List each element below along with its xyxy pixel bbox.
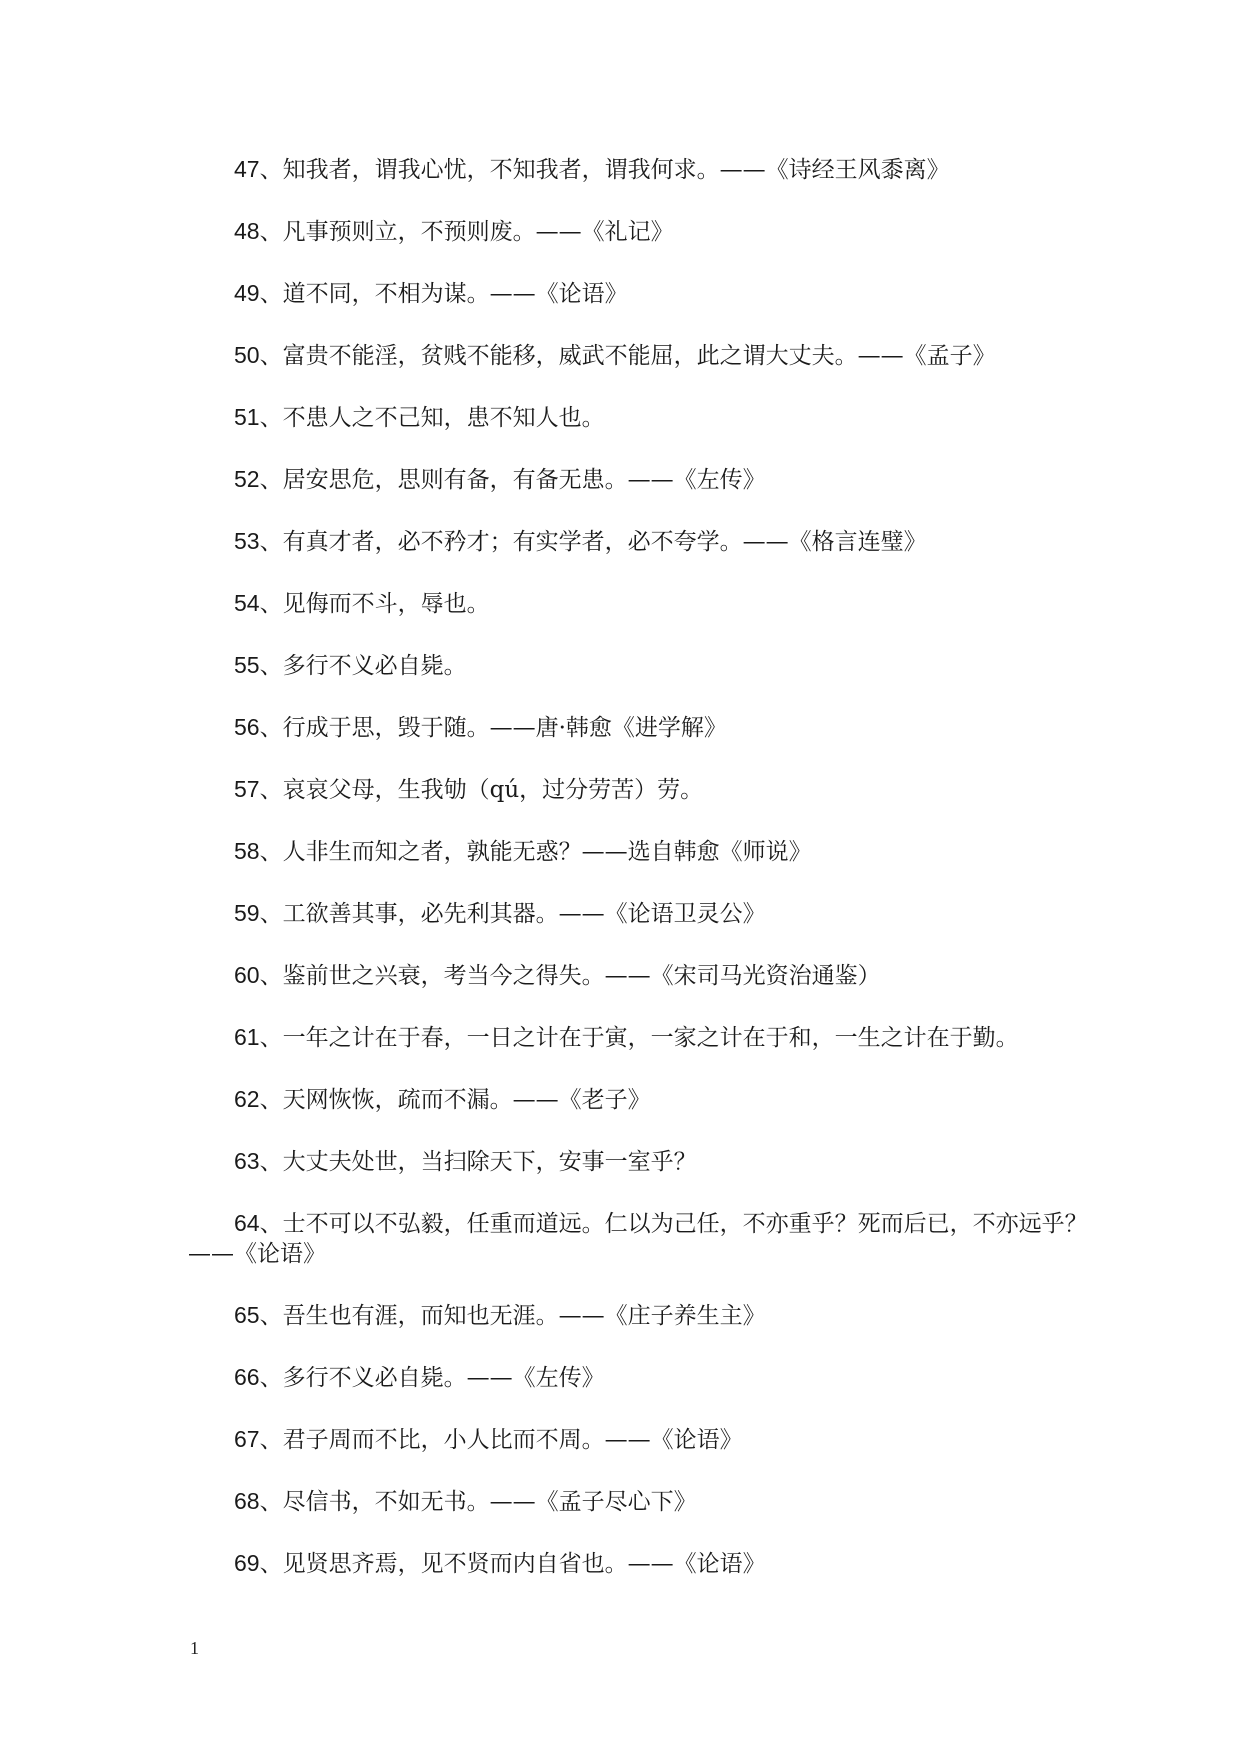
quote-number: 67	[234, 1426, 260, 1452]
quote-text: 、见侮而不斗，辱也。	[259, 591, 490, 617]
quote-60	[188, 960, 1093, 991]
page-number: 1	[190, 1638, 199, 1658]
quote-list	[188, 154, 1093, 1610]
quote-text: 、哀哀父母，生我劬（qú，过分劳苦）劳。	[259, 777, 704, 803]
quote-59	[188, 898, 1093, 929]
quote-text: 、人非生而知之者，孰能无惑？——选自韩愈《师说》	[259, 839, 812, 865]
quote-text: 、不患人之不己知，患不知人也。	[259, 405, 605, 431]
quote-58	[188, 836, 1093, 867]
quote-text: 、吾生也有涯，而知也无涯。——《庄子养生主》	[259, 1303, 766, 1329]
quote-number: 57	[234, 776, 260, 802]
quote-69	[188, 1548, 1093, 1579]
quote-text: 、多行不义必自毙。	[259, 653, 467, 679]
quote-number: 65	[234, 1302, 260, 1328]
quote-53	[188, 526, 1093, 557]
quote-number: 50	[234, 342, 260, 368]
quote-63	[188, 1146, 1093, 1177]
quote-number: 49	[234, 280, 260, 306]
quote-number: 54	[234, 590, 260, 616]
quote-number: 53	[234, 528, 260, 554]
quote-55	[188, 650, 1093, 681]
quote-68	[188, 1486, 1093, 1517]
quote-62	[188, 1084, 1093, 1115]
quote-67	[188, 1424, 1093, 1455]
quote-number: 51	[234, 404, 260, 430]
quote-57	[188, 774, 1093, 805]
quote-text: 、知我者，谓我心忧，不知我者，谓我何求。——《诗经王风黍离》	[259, 157, 950, 183]
quote-text: 、道不同，不相为谋。——《论语》	[259, 281, 628, 307]
quote-text: 、天网恢恢，疏而不漏。——《老子》	[259, 1087, 651, 1113]
quote-number: 55	[234, 652, 260, 678]
quote-number: 64	[234, 1210, 260, 1236]
quote-number: 58	[234, 838, 260, 864]
quote-number: 47	[234, 156, 260, 182]
quote-54	[188, 588, 1093, 619]
quote-number: 61	[234, 1024, 260, 1050]
quote-number: 52	[234, 466, 260, 492]
quote-number: 63	[234, 1148, 260, 1174]
quote-number: 68	[234, 1488, 260, 1514]
quote-number: 66	[234, 1364, 260, 1390]
quote-51	[188, 402, 1093, 433]
quote-number: 48	[234, 218, 260, 244]
quote-text: 、凡事预则立，不预则废。——《礼记》	[259, 219, 674, 245]
quote-text: 、大丈夫处世，当扫除天下，安事一室乎？	[259, 1149, 697, 1175]
quote-text: 、有真才者，必不矜才；有实学者，必不夸学。——《格言连璧》	[259, 529, 927, 555]
quote-text: 、行成于思，毁于随。——唐·韩愈《进学解》	[259, 715, 727, 741]
quote-number: 59	[234, 900, 260, 926]
quote-text: 、工欲善其事，必先利其器。——《论语卫灵公》	[259, 901, 766, 927]
quote-number: 62	[234, 1086, 260, 1112]
quote-49	[188, 278, 1093, 309]
quote-50	[188, 340, 1093, 371]
quote-52	[188, 464, 1093, 495]
quote-61	[188, 1022, 1093, 1053]
quote-text: 、一年之计在于春，一日之计在于寅，一家之计在于和，一生之计在于勤。	[259, 1025, 1019, 1051]
quote-number: 56	[234, 714, 260, 740]
quote-text: 、见贤思齐焉，见不贤而内自省也。——《论语》	[259, 1551, 766, 1577]
quote-48	[188, 216, 1093, 247]
quote-text: 、多行不义必自毙。——《左传》	[259, 1365, 605, 1391]
quote-text: 、君子周而不比，小人比而不周。——《论语》	[259, 1427, 743, 1453]
quote-56	[188, 712, 1093, 743]
quote-64	[188, 1208, 1093, 1269]
quote-text: 、鉴前世之兴衰，考当今之得失。——《宋司马光资治通鉴）	[259, 963, 881, 989]
quote-text: 、富贵不能淫，贫贱不能移，威武不能屈，此之谓大丈夫。——《孟子》	[259, 343, 996, 369]
quote-text: 、尽信书，不如无书。——《孟子尽心下》	[259, 1489, 697, 1515]
quote-text: 、士不可以不弘毅，任重而道远。仁以为己任，不亦重乎？死而后已，不亦远乎？——《论语》	[188, 1211, 1088, 1267]
quote-number: 69	[234, 1550, 260, 1576]
quote-number: 60	[234, 962, 260, 988]
quote-66	[188, 1362, 1093, 1393]
quote-47	[188, 154, 1093, 185]
quote-65	[188, 1300, 1093, 1331]
quote-text: 、居安思危，思则有备，有备无患。——《左传》	[259, 467, 766, 493]
